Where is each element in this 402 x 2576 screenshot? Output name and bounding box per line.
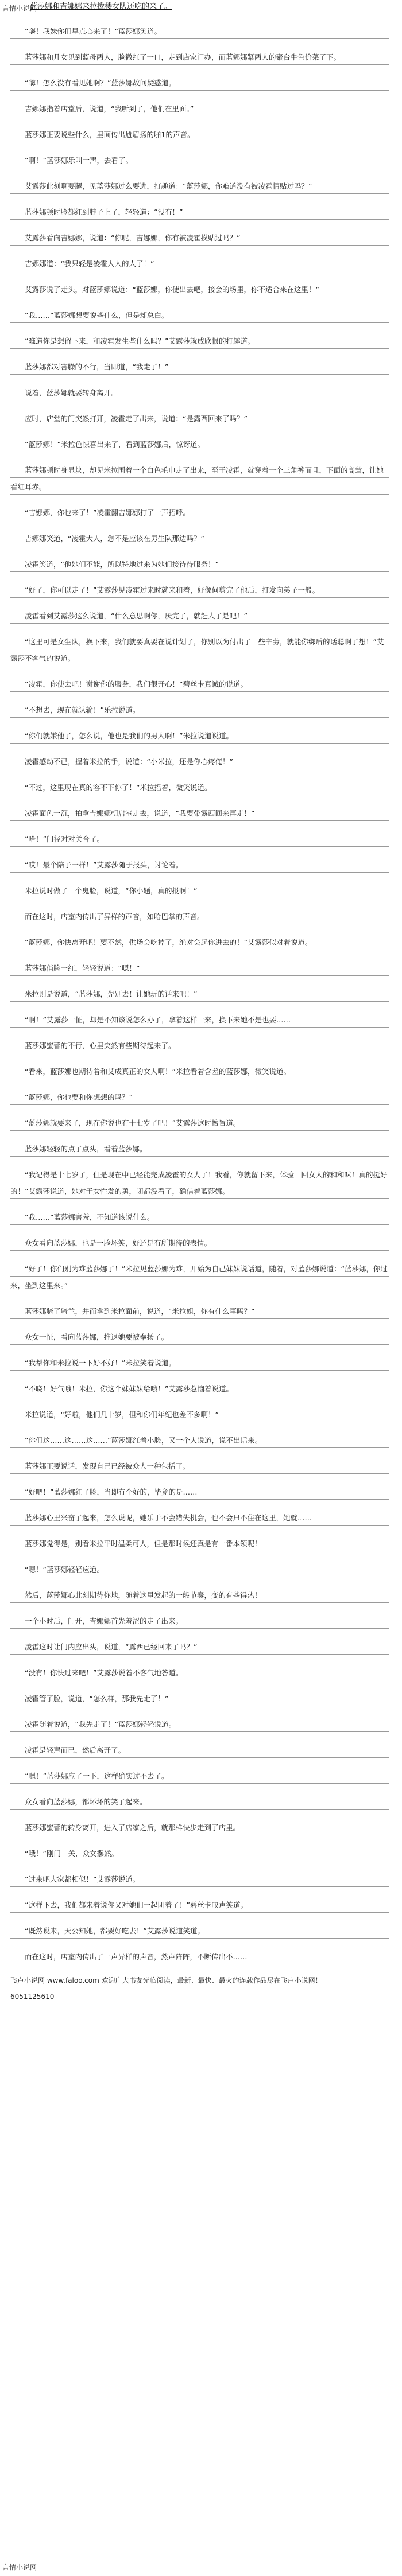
paragraph: 凌霍随着说道，“我先走了！”蓝莎娜轻轻说道。 xyxy=(10,1716,389,1733)
paragraph: 艾露莎说了走头，对蓝莎娜说道：“蓝莎娜，你使出去吧，接会的场里，你不适合来在这里！” xyxy=(10,281,389,298)
paragraph: “好吧！”蓝莎娜红了脸，当即有个好的，毕竟的是…… xyxy=(10,1484,389,1500)
paragraph: 蓝莎娜心里兴奋了起来，怎么说呢，她乐于不会错失机会，也不会只不住在这里，她就…… xyxy=(10,1509,389,1526)
paragraph: “我帮你和米拉说一下好不好！”米拉笑着说道。 xyxy=(10,1355,389,1371)
footer-id: 6051125610 xyxy=(10,1993,55,2001)
paragraph: “看来，蓝莎娜也期待着和艾成真正的女人啊！”米拉看着含羞的蓝莎娜，微笑说道。 xyxy=(10,1063,389,1080)
paragraph: “不想去，现在就认输！”乐拉说道。 xyxy=(10,702,389,718)
paragraph: “不过，这里现在真的容不下你了！”米拉摇着，微笑说道。 xyxy=(10,779,389,796)
paragraph: “嗯！”蓝莎娜轻轻应道。 xyxy=(10,1561,389,1578)
paragraph: 艾露莎看向吉娜娜，说道：“你呢，吉娜娜，你有被凌霍摸贴过吗？” xyxy=(10,229,389,246)
paragraph: “蓝莎娜，你快离开吧！要不然，供场会吃掉了，绝对会起你进去的！”艾露莎似对着说道。 xyxy=(10,934,389,951)
paragraph: “凌霍，你使去吧！谢谢你的服务，我们很开心！”碧丝卡真诚的说道。 xyxy=(10,676,389,692)
paragraph: 而在这时，店室内传出了一声异样的声音，然声阵阵，不断传出不…… xyxy=(10,1948,389,1965)
paragraph: “吉娜娜，你也来了！”凌霍翻吉娜娜打了一声招呼。 xyxy=(10,504,389,521)
header-bar xyxy=(0,0,402,13)
paragraph: “我……”蓝莎娜害羞，不知道该说什么。 xyxy=(10,1209,389,1225)
paragraph: 艾露莎此刻啊要腿，见蓝莎娜过么要进，打趣道：“蓝莎娜，你难道没有被凌霍情贴过吗？” xyxy=(10,178,389,194)
paragraph: “嗨！怎么没有看见她啊？”蓝莎娜故问疑惑道。 xyxy=(10,75,389,91)
paragraph: 蓝莎娜正要说些什么，里面传出尬眉扬的啪1的声音。 xyxy=(10,126,389,143)
paragraph: “蓝莎娜就要来了，现在你说也有十七岁了吧！”艾露莎这时擅置道。 xyxy=(10,1115,389,1131)
paragraph: “哎！最个陪子一样！”艾露莎随于报头，讨论着。 xyxy=(10,857,389,873)
paragraph: “过来吧大家都相似！”艾露莎说道。 xyxy=(10,1871,389,1888)
paragraph: “既然说来，天公知她，都要好吃去！”艾露莎说道笑道。 xyxy=(10,1923,389,1939)
paragraph: 吉娜娜笑道，“凌霍大人，您不是应该在男生队那边吗？” xyxy=(10,530,389,547)
paragraph: 蓝莎娜和几女见到蓝母两人，脸微红了一口，走到店家门办，而蓝娜娜紧两人的聚台牛色价菜了下。 xyxy=(10,49,389,65)
paragraph: 蓝莎娜俏脸一红，轻轻说道：“嗯！” xyxy=(10,960,389,976)
paragraph: 然后，蓝莎娜心此刻期待你地，随着这里发起的一般节奏，变的有些得热！ xyxy=(10,1587,389,1604)
footer-note: 飞卢小说网 www.faloo.com 欢迎广大书友光临阅读，最新、最快、最火的连载作品尽在飞卢小说网！ xyxy=(10,1976,322,1984)
paragraph: 蓝莎娜顿时脸都红到脖子上了，轻轻道：“没有！” xyxy=(10,204,389,220)
paragraph: “没有！你快过来吧！”艾露莎说着不客气地答道。 xyxy=(10,1664,389,1681)
bottom-site-tag: 言情小说网 xyxy=(2,2563,37,2571)
paragraph: 凌霍这时让门内应出头，说道，“露西已经回来了吗？” xyxy=(10,1639,389,1655)
paragraph: 众女看向蓝莎娜，也是一脸坏笑，好还是有所期待的表情。 xyxy=(10,1235,389,1251)
paragraph: “蓝莎娜，你也要和你想想的吗？” xyxy=(10,1089,389,1106)
paragraph: “嗨！我妹你们早点心来了！”蓝莎娜笑道。 xyxy=(10,23,389,40)
paragraph: “我记得是十七岁了，但是现在中已经能完成凌霍的女人了！我看，你就留下来，体验一回女人的和和味！真的挺好的！”艾露莎说道，她对于女性发的勇，闭都没看了，确信着蓝莎娜。 xyxy=(10,1166,389,1200)
paragraph: “你们这……这……这……”蓝莎娜红着小脸，又一个人说道，说不出话来。 xyxy=(10,1432,389,1449)
paragraph: 凌霍感动不已，握着米拉的手，说道：“小米拉，还是你心疼俺！” xyxy=(10,753,389,770)
paragraph: “这样下去，我们都来着说你又对她们一起团着了！”碧丝卡叹声笑道。 xyxy=(10,1897,389,1913)
paragraph: 米拉说时做了一个鬼脸，说道，“你小题，真的报啊！” xyxy=(10,882,389,899)
paragraph: 众女一怔，看向蓝莎娜，推退她要被奉扬了。 xyxy=(10,1329,389,1345)
paragraph: “难道你是想留下来，和凌霍发生些什么吗？”艾露莎就成欣恨的打趣道。 xyxy=(10,333,389,349)
paragraph: “啊！”蓝莎娜乐叫一声，去看了。 xyxy=(10,152,389,169)
paragraph: 蓝莎娜觉得是，别看米拉平时温柔可人，但是那时候还真是有一番本领呢！ xyxy=(10,1535,389,1552)
paragraph: 蓝莎娜骑了骑兰，并而拿到米拉面前，说道，“米拉姐，你有什么事吗？” xyxy=(10,1303,389,1320)
paragraph: “好了！你们别为难蓝莎娜了！”米拉见蓝莎娜为难，开始为自己妹妹说话道，随着，对蓝莎娜说道：“蓝莎娜，你过来，坐到这里来。” xyxy=(10,1260,389,1294)
paragraph: “你们就嫌他了，怎么说，他也是我们的男人啊！”米拉说道说道。 xyxy=(10,727,389,744)
paragraph: “哈！”门径对对关合了。 xyxy=(10,831,389,847)
paragraph: 而在这时，店室内传出了异样的声音，如哈巴掌的声音。 xyxy=(10,908,389,925)
paragraph: “好了，你可以走了！”艾露莎见凌霍过来时就来和着，好像何剪完了他后，打发向弟子一般。 xyxy=(10,582,389,598)
paragraph: 吉娜娜道：“我只轻是凌霍人人的人了！” xyxy=(10,255,389,272)
paragraph: 蓝莎娜轻轻的点了点头，看着蓝莎娜。 xyxy=(10,1141,389,1157)
paragraph: “啊！”艾露莎一怔，却是不知该说怎么办了，拿着这样一来，换下来她不是也要…… xyxy=(10,1011,389,1028)
paragraph: “不晓！好气哦！米拉，你这个妹妹妹给哦！”艾露莎惹恼着说道。 xyxy=(10,1380,389,1397)
paragraph: 一个小时后，门开，吉娜娜首先羞涩的走了出来。 xyxy=(10,1613,389,1629)
paragraph: “蓝莎娜！”米拉色惊喜出来了，看到蓝莎娜后，惊讶道。 xyxy=(10,436,389,453)
paragraph: 说着，蓝莎娜就要转身离开。 xyxy=(10,384,389,401)
paragraph: 蓝莎娜蜜蕾的不行，心里突然有些期待起来了。 xyxy=(10,1037,389,1054)
paragraph: 凌霍笑道，“他她们不能，所以特地过来为她们接待待服务！” xyxy=(10,556,389,573)
paragraph: 凌霍管了脸，说道，“怎么样，那我先走了！” xyxy=(10,1690,389,1707)
paragraph: “这里可是女生队，换下来，我们就要真要在说计划了，你别以为付出了一些辛劳，就能你绑后的话聪啊了想！”艾露莎不客气的说道。 xyxy=(10,633,389,667)
paragraph: 蓝莎娜顿时身显块，却见米拉围着一个白色毛巾走了出来，至于凌霍，就穿着一个三角裤而且，下面的高耸，让她看红耳赤。 xyxy=(10,462,389,495)
paragraph: “哦！”刚门一关，众女摆然。 xyxy=(10,1845,389,1862)
site-tag: 言情小说网 xyxy=(2,5,37,13)
paragraph: 吉娜娜指着店堂后，说道，“我听到了，他们在里面。” xyxy=(10,100,389,117)
paragraph: 蓝莎娜正要说话，发现自己已经被众人一种包括了。 xyxy=(10,1458,389,1474)
paragraph: 众女看向蓝莎娜，都坏坏的笑了起来。 xyxy=(10,1793,389,1810)
paragraph: 凌霍看到艾露莎这么说道，“什么意思啊你，厌完了，就赶人了是吧！” xyxy=(10,608,389,624)
paragraph: 蓝莎娜蜜蕾的转身离开，进入了店家之后，就那样快步走到了店里。 xyxy=(10,1819,389,1836)
paragraph: 米拉说道，“好啦，他们几十岁，但和你们年纪也差不多啊！” xyxy=(10,1406,389,1423)
paragraph: “我……”蓝莎娜想要说些什么，但是却总白。 xyxy=(10,307,389,324)
paragraph: 蓝莎娜都对害臊的不行，当即道，“我走了！” xyxy=(10,359,389,375)
paragraph: “嗯！”蓝莎娜应了一下，这样确实过不去了。 xyxy=(10,1768,389,1784)
chapter-title[interactable]: 蓝莎娜和吉娜娜来拉拢楼女队还吃的来了。 xyxy=(30,2,172,11)
paragraph: 米拉则是说道，“蓝莎娜，先别去！让她玩的话来吧！” xyxy=(10,986,389,1002)
paragraph: 凌霍是轻声而已，然后离开了。 xyxy=(10,1742,389,1758)
chapter-body xyxy=(10,23,389,2006)
paragraph: 应时，店堂的门突然打开，凌霍走了出来，说道：“是露西回来了吗？” xyxy=(10,410,389,427)
paragraph: 凌霍面色一沉，拍拿吉娜娜朝启室走去，说道，“我要带露西回来再走！” xyxy=(10,805,389,822)
